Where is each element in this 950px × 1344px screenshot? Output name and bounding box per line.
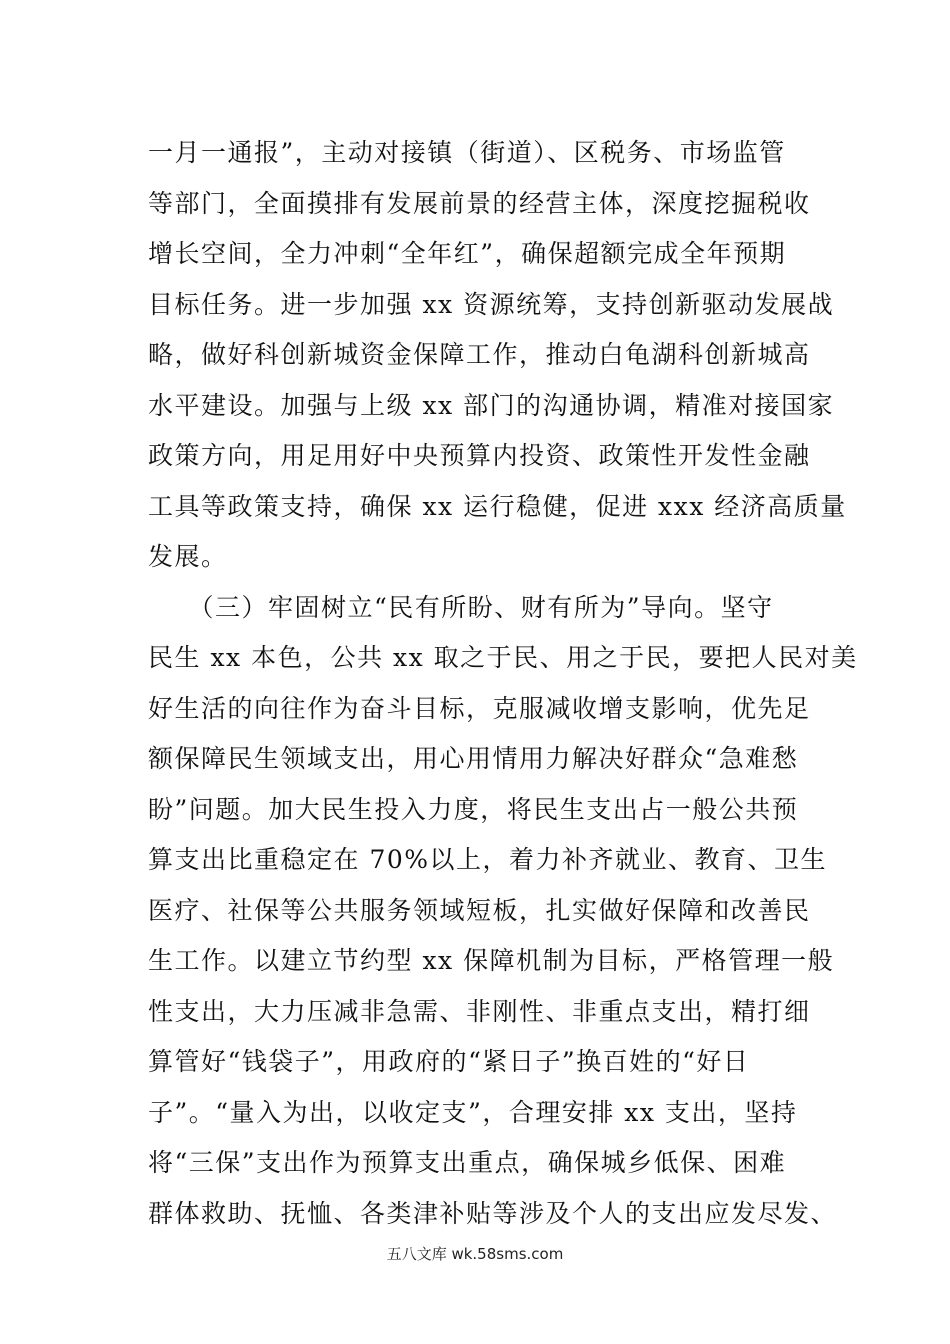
text-line: 增长空间，全力冲刺“全年红”，确保超额完成全年预期 <box>148 239 787 268</box>
text-line: 略，做好科创新城资金保障工作，推动白龟湖科创新城高 <box>148 340 811 369</box>
text-line: 一月一通报”，主动对接镇（街道）、区税务、市场监管 <box>148 138 786 167</box>
text-line: 生工作。以建立节约型 xx 保障机制为目标，严格管理一般 <box>148 946 835 975</box>
text-line: 盼”问题。加大民生投入力度，将民生支出占一般公共预 <box>148 794 799 824</box>
text-line: 工具等政策支持，确保 xx 运行稳健，促进 xxx 经济高质量 <box>148 491 847 521</box>
text-line: 医疗、社保等公共服务领域短板，扎实做好保障和改善民 <box>148 895 811 925</box>
text-line: 发展。 <box>148 542 228 571</box>
text-line: 额保障民生领域支出，用心用情用力解决好群众“急难愁 <box>148 744 799 773</box>
text-line: 算管好“钱袋子”，用政府的“紧日子”换百姓的“好日 <box>148 1047 750 1076</box>
text-line: 政策方向，用足用好中央预算内投资、政策性开发性金融 <box>148 441 811 470</box>
text-line: 子”。“量入为出，以收定支”，合理安排 xx 支出，坚持 <box>148 1097 798 1127</box>
section-heading-line: （三）牢固树立“民有所盼、财有所为”导向。坚守 <box>148 592 774 622</box>
text-line: 水平建设。加强与上级 xx 部门的沟通协调，精准对接国家 <box>148 390 835 420</box>
text-line: 好生活的向往作为奋斗目标，克服减收增支影响，优先足 <box>148 693 811 723</box>
text-line: 民生 xx 本色，公共 xx 取之于民、用之于民，要把人民对美 <box>148 643 858 672</box>
text-line: 性支出，大力压减非急需、非刚性、非重点支出，精打细 <box>148 996 811 1026</box>
text-line: 群体救助、抚恤、各类津补贴等涉及个人的支出应发尽发、 <box>148 1198 838 1228</box>
text-line: 算支出比重稳定在 70%以上，着力补齐就业、教育、卫生 <box>148 845 828 874</box>
text-line: 目标任务。进一步加强 xx 资源统筹，支持创新驱动发展战 <box>148 289 835 319</box>
text-line: 将“三保”支出作为预算支出重点，确保城乡低保、困难 <box>148 1148 787 1177</box>
document-body <box>148 128 858 1239</box>
footer-watermark: 五八文库 wk.58sms.com <box>386 1245 564 1263</box>
text-line: 等部门，全面摸排有发展前景的经营主体，深度挖掘税收 <box>148 188 811 218</box>
